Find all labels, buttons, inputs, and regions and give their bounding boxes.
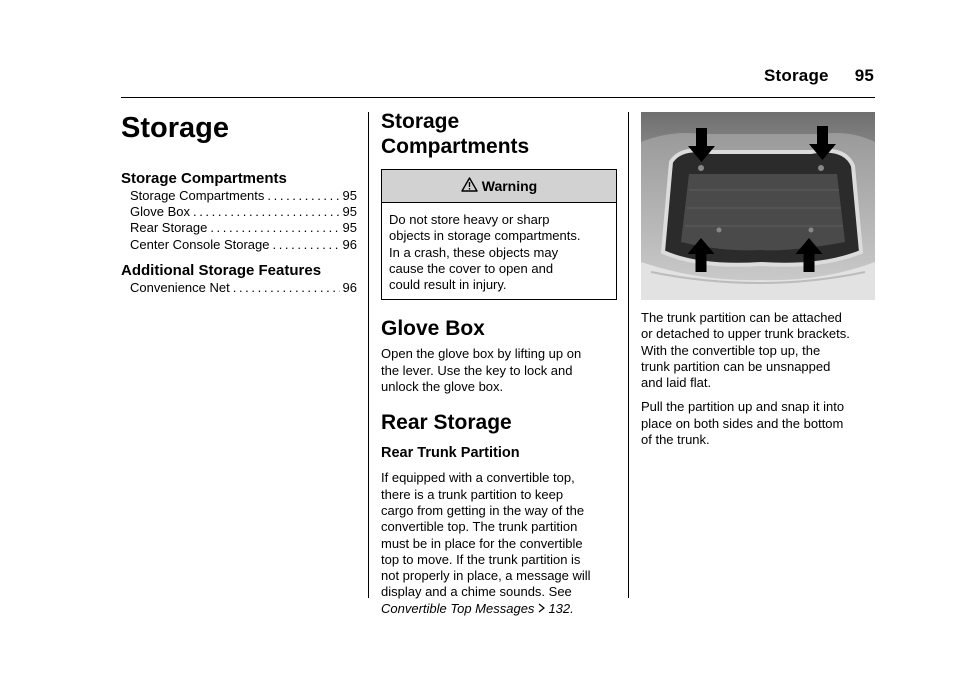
toc-entry-label: Rear Storage	[130, 220, 208, 236]
partition-snap-text	[641, 399, 875, 448]
xref-title: Convertible Top Messages	[381, 600, 535, 616]
toc-entry-label: Center Console Storage	[130, 236, 270, 252]
text-line: With the convertible top up, the	[641, 342, 821, 358]
cross-reference[interactable]	[381, 601, 574, 616]
text-line: Pull the partition up and snap it into	[641, 399, 845, 415]
text-line: cargo from getting in the way of the	[381, 502, 585, 518]
toc-entry[interactable]	[130, 204, 357, 220]
toc-leader	[193, 204, 340, 220]
text-line: the lever. Use the key to lock and	[381, 362, 573, 378]
toc-leader	[267, 188, 339, 204]
rear-trunk-partition-heading: Rear Trunk Partition	[381, 445, 520, 462]
warning-line: In a crash, these objects may	[389, 244, 559, 260]
column-divider	[628, 112, 629, 598]
text-line: must be in place for the convertible	[381, 535, 583, 551]
text-line: unlock the glove box.	[381, 379, 504, 395]
warning-triangle-icon	[461, 177, 478, 196]
rear-storage-text	[381, 470, 617, 617]
toc-entry[interactable]	[130, 188, 357, 204]
text-line: of the trunk.	[641, 432, 710, 448]
toc-entry-label: Glove Box	[130, 204, 190, 220]
warning-line: Do not store heavy or sharp	[389, 212, 550, 227]
text-line: there is a trunk partition to keep	[381, 486, 564, 502]
chapter-title: Storage	[121, 112, 229, 144]
toc-group-heading: Storage Compartments	[121, 170, 287, 187]
toc-entry[interactable]	[130, 220, 357, 236]
text-line: The trunk partition can be attached	[641, 310, 842, 325]
toc-entry-page: 95	[342, 204, 357, 220]
text-line: or detached to upper trunk brackets.	[641, 326, 850, 342]
toc-group-heading: Additional Storage Features	[121, 261, 322, 279]
text-line: display and a chime sounds. See	[381, 584, 572, 600]
warning-title-bar	[382, 170, 616, 203]
text-line: convertible top. The trunk partition	[381, 519, 578, 535]
warning-line: cause the cover to open and	[389, 260, 554, 276]
page-number: 95	[854, 66, 874, 85]
text-line: top to move. If the trunk partition is	[381, 551, 581, 567]
section-title	[381, 109, 617, 159]
toc-list	[130, 280, 357, 296]
trunk-partition-photo	[641, 112, 875, 300]
warning-line: could result in injury.	[389, 277, 507, 293]
toc-entry-page: 96	[342, 279, 357, 295]
toc-entry-label: Storage Compartments	[130, 188, 265, 203]
warning-title: Warning	[481, 178, 538, 194]
section-title-line: Compartments	[381, 135, 530, 158]
toc-leader	[233, 280, 340, 296]
text-line: place on both sides and the bottom	[641, 415, 844, 431]
column-divider	[368, 112, 369, 598]
toc-entry-label: Convenience Net	[130, 279, 230, 295]
toc-entry-page: 95	[342, 220, 357, 236]
toc-entry[interactable]	[130, 237, 357, 253]
text-line: and laid flat.	[641, 375, 712, 391]
warning-box	[381, 169, 617, 300]
storage-compartments-column	[381, 104, 617, 617]
toc-leader	[272, 237, 339, 253]
glove-box-text	[381, 346, 617, 395]
toc-leader	[210, 220, 339, 236]
text-line: Open the glove box by lifting up on	[381, 346, 582, 362]
trunk-partition-column	[641, 112, 875, 448]
section-title-line: Storage	[381, 110, 460, 133]
toc-entry[interactable]	[130, 280, 357, 296]
text-line: trunk partition can be unsnapped	[641, 358, 831, 374]
toc-list	[130, 188, 357, 253]
text-line: not properly in place, a message will	[381, 568, 591, 584]
warning-text	[382, 203, 616, 299]
toc-entry-page: 96	[342, 236, 357, 252]
warning-line: objects in storage compartments.	[389, 228, 581, 244]
header-rule	[121, 97, 875, 98]
toc-entry-page: 95	[342, 188, 357, 203]
running-header	[0, 66, 874, 86]
chapter-toc-column	[121, 104, 357, 296]
xref-page: 132.	[548, 600, 574, 616]
glove-box-heading: Glove Box	[381, 317, 485, 341]
page-reference-icon	[538, 601, 546, 616]
partition-attach-text	[641, 310, 875, 391]
rear-storage-heading: Rear Storage	[381, 411, 512, 435]
header-section: Storage	[763, 66, 829, 85]
text-line: If equipped with a convertible top,	[381, 470, 575, 486]
